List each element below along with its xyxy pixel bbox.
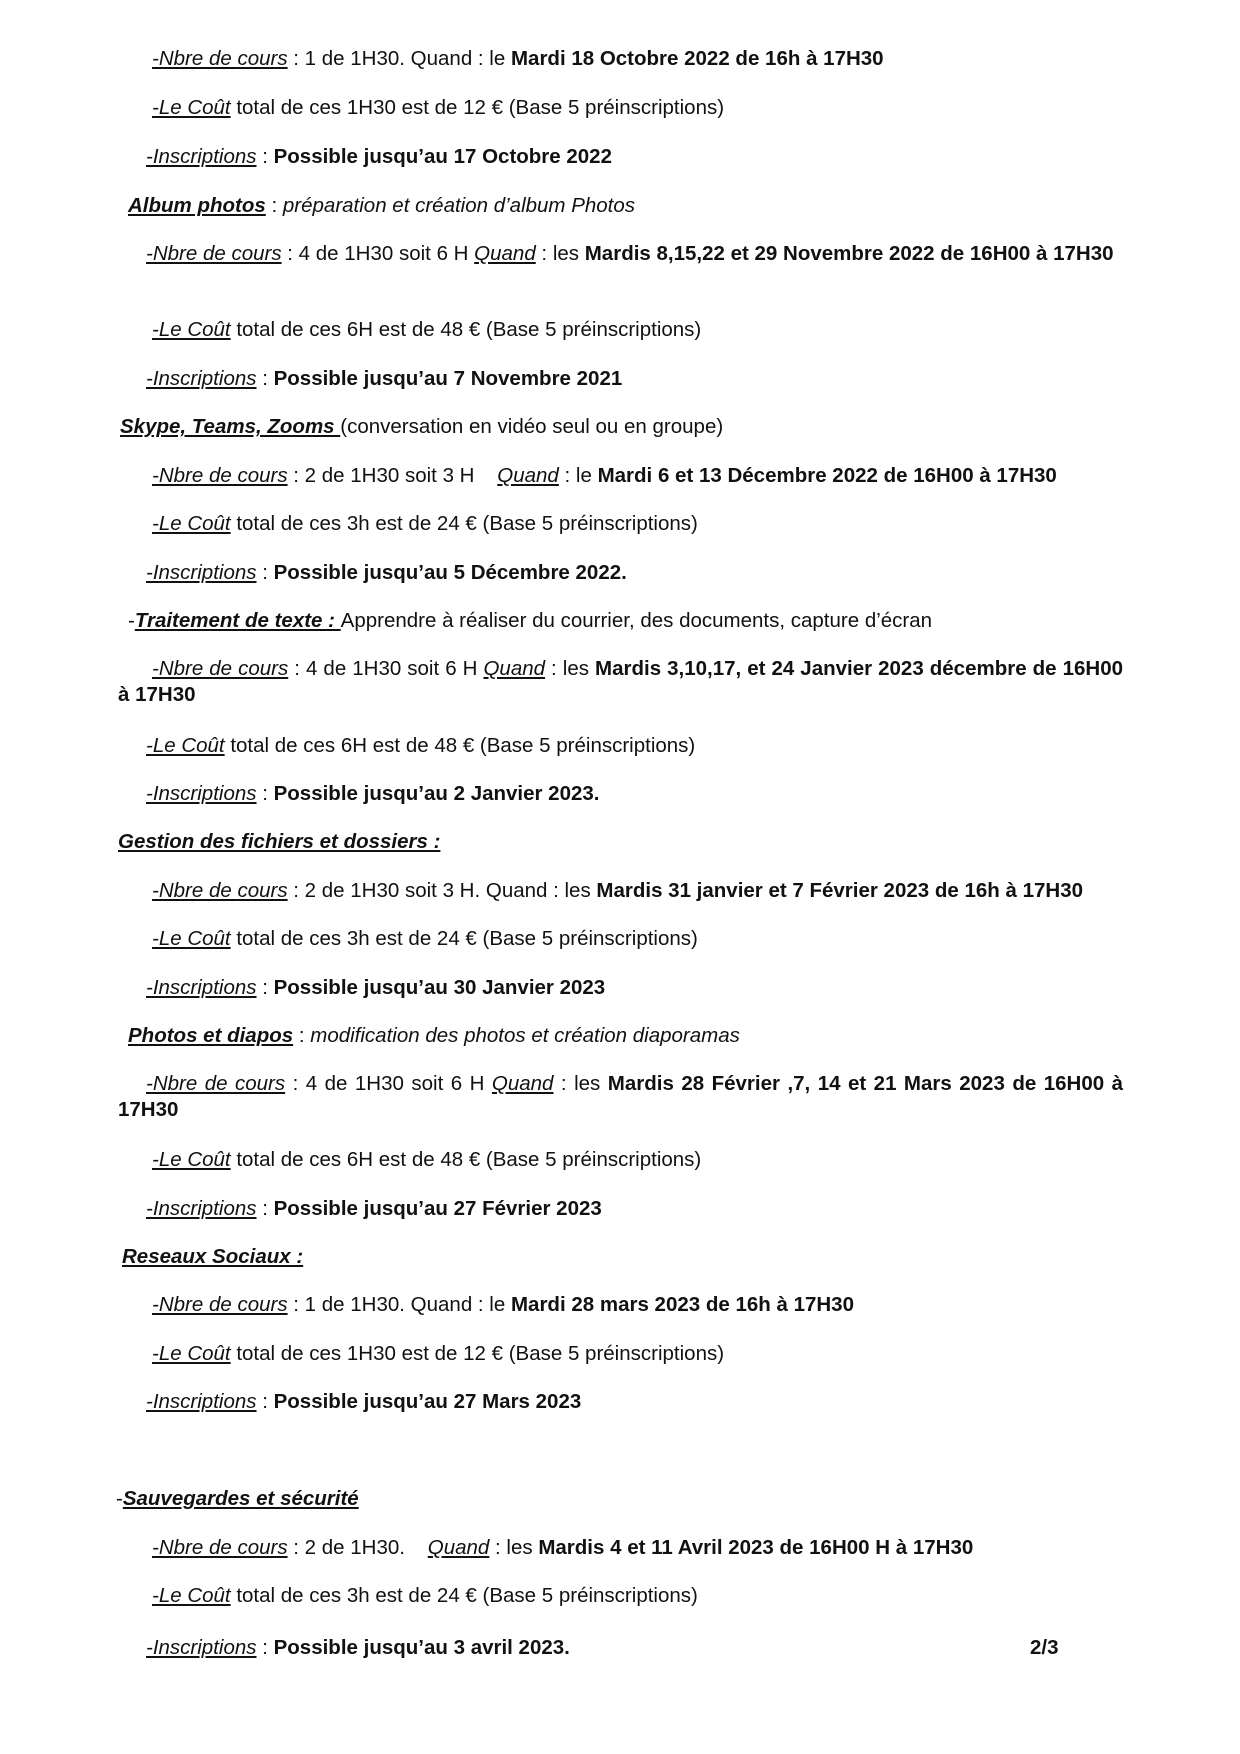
registration-line: -Inscriptions : Possible jusqu’au 7 Novembre 2021	[146, 367, 623, 390]
course-count-line: -Nbre de cours : 2 de 1H30 soit 3 H. Quand : les Mardis 31 janvier et 7 Février 2023 de 16h à 17H30	[152, 879, 1084, 902]
section-title-skype-teams-zooms: Skype, Teams, Zooms (conversation en vidéo seul ou en groupe)	[120, 415, 724, 438]
section-title-photos-diapos: Photos et diapos : modification des photos et création diaporamas	[128, 1024, 740, 1047]
cost-line: -Le Coût total de ces 3h est de 24 € (Base 5 préinscriptions)	[152, 1584, 698, 1607]
cost-line: -Le Coût total de ces 6H est de 48 € (Base 5 préinscriptions)	[152, 1148, 702, 1171]
course-count-line: -Nbre de cours : 2 de 1H30 soit 3 H Quand : le Mardi 6 et 13 Décembre 2022 de 16H00 à 17H30	[152, 464, 1057, 487]
section-title-traitement-de-texte: -Traitement de texte : Apprendre à réaliser du courrier, des documents, capture d’écran	[128, 609, 933, 632]
cost-line: -Le Coût total de ces 3h est de 24 € (Base 5 préinscriptions)	[152, 512, 698, 535]
registration-line: -Inscriptions : Possible jusqu’au 30 Janvier 2023	[146, 976, 606, 999]
course-count-line: -Nbre de cours : 4 de 1H30 soit 6 H Quand : les Mardis 28 Février ,7, 14 et 21 Mars 2023 de 16H00 à 17H30	[118, 1072, 1123, 1121]
registration-line: -Inscriptions : Possible jusqu’au 2 Janvier 2023.	[146, 782, 600, 805]
course-count-line: -Nbre de cours : 1 de 1H30. Quand : le Mardi 28 mars 2023 de 16h à 17H30	[152, 1293, 854, 1316]
section-title-sauvegardes-securite: -Sauvegardes et sécurité	[116, 1487, 359, 1510]
cost-line: -Le Coût total de ces 6H est de 48 € (Base 5 préinscriptions)	[152, 318, 702, 341]
course-count-line: -Nbre de cours : 4 de 1H30 soit 6 H Quand : les Mardis 8,15,22 et 29 Novembre 2022 de 16H00 à 17H30	[146, 242, 1114, 265]
cost-line: -Le Coût total de ces 1H30 est de 12 € (Base 5 préinscriptions)	[152, 96, 725, 119]
page-number: 2/3	[1030, 1636, 1059, 1659]
registration-line: -Inscriptions : Possible jusqu’au 3 avril 2023.	[146, 1636, 570, 1659]
cost-line: -Le Coût total de ces 1H30 est de 12 € (Base 5 préinscriptions)	[152, 1342, 725, 1365]
cost-line: -Le Coût total de ces 3h est de 24 € (Base 5 préinscriptions)	[152, 927, 698, 950]
course-count-line: -Nbre de cours : 2 de 1H30. Quand : les Mardis 4 et 11 Avril 2023 de 16H00 H à 17H30	[152, 1536, 974, 1559]
registration-line: -Inscriptions : Possible jusqu’au 27 Février 2023	[146, 1197, 602, 1220]
course-count-line: -Nbre de cours : 1 de 1H30. Quand : le Mardi 18 Octobre 2022 de 16h à 17H30	[152, 47, 884, 70]
section-title-reseaux-sociaux: Reseaux Sociaux :	[122, 1245, 304, 1268]
registration-line: -Inscriptions : Possible jusqu’au 5 Décembre 2022.	[146, 561, 627, 584]
course-count-line: -Nbre de cours : 4 de 1H30 soit 6 H Quand : les Mardis 3,10,17, et 24 Janvier 2023 décembre de 16H00 à 17H30	[118, 657, 1123, 706]
section-title-album-photos: Album photos : préparation et création d’album Photos	[128, 194, 636, 217]
section-title-gestion-fichiers: Gestion des fichiers et dossiers :	[118, 830, 441, 853]
registration-line: -Inscriptions : Possible jusqu’au 27 Mars 2023	[146, 1390, 582, 1413]
cost-line: -Le Coût total de ces 6H est de 48 € (Base 5 préinscriptions)	[146, 734, 696, 757]
registration-line: -Inscriptions : Possible jusqu’au 17 Octobre 2022	[146, 145, 612, 168]
